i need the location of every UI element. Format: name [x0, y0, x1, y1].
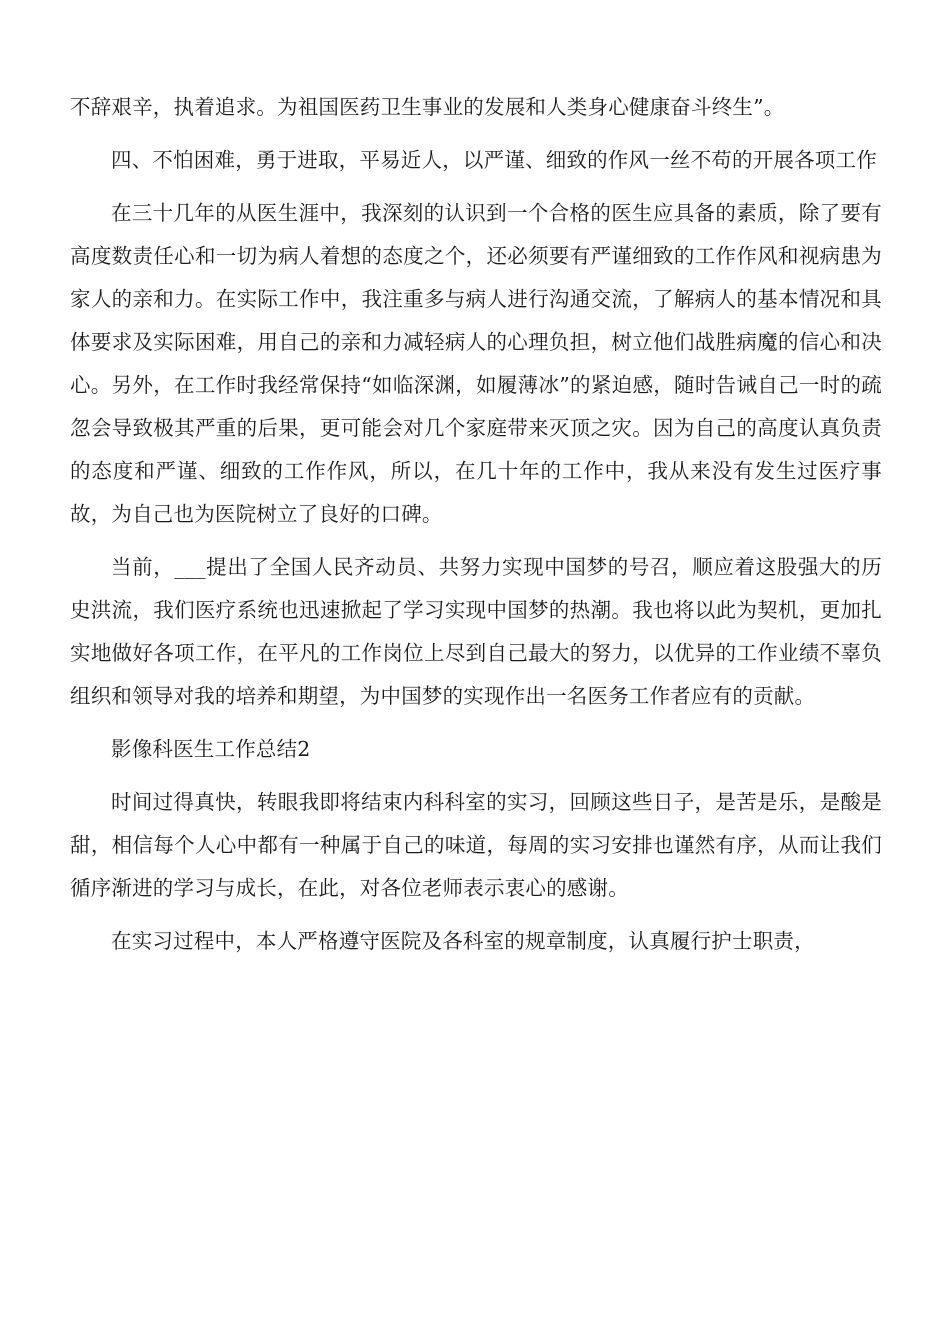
- paragraph-body: 在三十几年的从医生涯中，我深刻的认识到一个合格的医生应具备的素质，除了要有高度数责任心和一切为病人着想的态度之个，还必须要有严谨细致的工作作风和视病患为家人的亲和力。在实际工作中，我注重多与病人进行沟通交流，了解病人的基本情况和具体要求及实际困难，用自己的亲和力减轻病人的心理负担，树立他们战胜病魔的信心和决心。另外，在工作时我经常保持“如临深渊，如履薄冰”的紧迫感，随时告诫自己一时的疏忽会导致极其严重的后果，更可能会对几个家庭带来灭顶之灾。因为自己的高度认真负责的态度和严谨、细致的工作作风，所以，在几十年的工作中，我从来没有发生过医疗事故，为自己也为医院树立了良好的口碑。: [70, 201, 882, 526]
- paragraph-body: 时间过得真快，转眼我即将结束内科科室的实习，回顾这些日子，是苦是乐，是酸是甜，相信每个人心中都有一种属于自己的味道，每周的实习安排也谨然有序，从而让我们循序渐进的学习与成长，在此，对各位老师表示衷心的感谢。: [70, 790, 882, 900]
- section-heading-four: 四、不怕困难，勇于进取，平易近人，以严谨、细致的作风一丝不苟的开展各项工作: [111, 148, 877, 172]
- paragraph-body: 在实习过程中，本人严格遵守医院及各科室的规章制度，认真履行护士职责，: [111, 929, 815, 953]
- section-title: 影像科医生工作总结2: [111, 737, 311, 761]
- document-page: [70, 86, 882, 973]
- paragraph-body: 当前，___提出了全国人民齐动员、共努力实现中国梦的号召，顺应着这股强大的历史洪流，我们医疗系统也迅速掀起了学习实现中国梦的热潮。我也将以此为契机，更加扎实地做好各项工作，在平凡的工作岗位上尽到自己最大的努力，以优异的工作业绩不辜负组织和领导对我的培养和期望，为中国梦的实现作出一名医务工作者应有的贡献。: [70, 555, 882, 708]
- paragraph-continuation: 不辞艰辛，执着追求。为祖国医药卫生事业的发展和人类身心健康奋斗终生”。: [70, 95, 785, 119]
